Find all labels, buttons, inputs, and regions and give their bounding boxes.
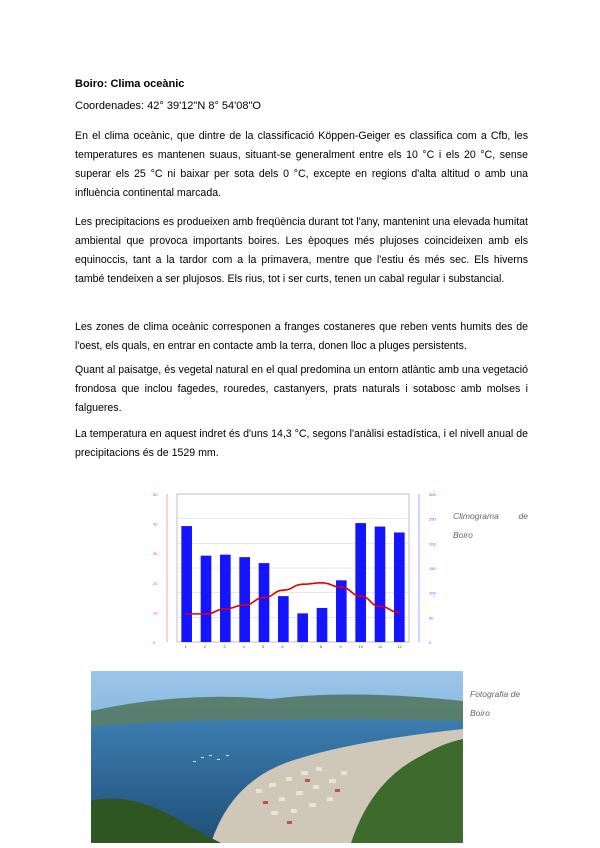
x-tick-label: 7 — [300, 644, 303, 649]
chart-caption-word: Climograma — [453, 511, 499, 521]
boiro-landscape-image — [91, 671, 463, 843]
x-tick-label: 3 — [223, 644, 226, 649]
x-tick-label: 12 — [397, 644, 402, 649]
precipitation-bar — [336, 580, 347, 642]
left-tick-label: 40 — [153, 521, 158, 527]
right-tick-label: 0 — [429, 640, 432, 645]
x-tick-label: 5 — [262, 644, 265, 649]
x-tick-label: 8 — [320, 644, 323, 649]
right-tick-label: 150 — [429, 566, 436, 571]
paragraph-statistics: La temperatura en aquest indret és d'uns 14,3 °C, segons l'anàlisi estadística, i el nivell anual de precipitacions és de 1529 mm. — [75, 428, 528, 459]
temperature-point — [263, 597, 265, 599]
precipitation-bar — [317, 608, 328, 642]
left-tick-label: 0 — [153, 640, 156, 645]
chart-caption — [453, 507, 528, 545]
temperature-point — [224, 608, 226, 610]
coordinates: Coordenades: 42° 39'12"N 8° 54'08"O — [75, 100, 261, 112]
left-tick-label: 10 — [153, 610, 158, 616]
temperature-point — [244, 604, 246, 606]
x-tick-label: 4 — [242, 644, 245, 649]
right-tick-label: 50 — [429, 615, 434, 621]
paragraph-landscape: Quant al paisatge, és vegetal natural en el qual predomina un entorn atlàntic amb una vegetació frondosa que inclou fagedes, rouredes, castanyers, prats naturals i sotabosc amb molses i falgueres. — [75, 364, 528, 414]
right-tick-label: 300 — [429, 492, 436, 497]
temperature-point — [321, 582, 323, 584]
temperature-point — [398, 611, 400, 613]
precipitation-bar — [220, 555, 231, 642]
x-tick-label: 9 — [339, 644, 342, 649]
temperature-point — [282, 589, 284, 591]
precipitation-bar — [259, 563, 270, 642]
boiro-photo — [91, 671, 463, 843]
temperature-point — [379, 605, 381, 607]
right-tick-label: 250 — [429, 516, 436, 522]
photo-caption: Fotografia de Boiro — [470, 689, 521, 718]
left-tick-label: 50 — [153, 492, 158, 497]
precipitation-bar — [278, 596, 289, 642]
precipitation-bar — [181, 526, 192, 642]
precipitation-bar — [375, 527, 386, 642]
climograph-chart — [147, 480, 443, 652]
left-tick-label: 20 — [153, 580, 158, 586]
temperature-point — [360, 595, 362, 597]
precipitation-bar — [394, 532, 405, 642]
temperature-point — [302, 583, 304, 585]
precipitation-bar — [297, 613, 308, 642]
x-tick-label: 11 — [378, 644, 383, 649]
precipitation-bar — [239, 557, 250, 642]
paragraph-coastal-zones: Les zones de clima oceànic corresponen a franges costaneres que reben vents humits des de l'oest, els quals, en entrar en contacte amb la terra, donen lloc a pluges persistents. — [75, 321, 528, 352]
temperature-point — [205, 613, 207, 615]
left-tick-label: 30 — [153, 551, 158, 557]
document-title: Boiro: Clima oceànic — [75, 78, 185, 90]
right-tick-label: 100 — [429, 590, 436, 596]
paragraph-climate: En el clima oceànic, que dintre de la classificació Köppen-Geiger es classifica com a Cfb, les temperatures es mantenen suaus, situant-se generalment entre els 10 °C i els 20 °C, sense superar els 25 °C ni baixar per sota dels 0 °C, excepte en regions d'alta altitud o amb una influència continental marcada. — [75, 130, 528, 199]
chart-caption-word: Boiro — [453, 530, 473, 540]
precipitation-bar — [355, 523, 366, 642]
right-tick-label: 200 — [429, 541, 436, 547]
precipitation-bar — [201, 556, 212, 642]
temperature-point — [186, 613, 188, 615]
x-tick-label: 2 — [204, 644, 207, 649]
x-tick-label: 6 — [281, 644, 284, 649]
x-tick-label: 1 — [184, 644, 187, 649]
temperature-point — [340, 586, 342, 588]
x-tick-label: 10 — [358, 644, 364, 649]
chart-caption-word: de — [518, 511, 528, 521]
paragraph-precipitation: Les precipitacions es produeixen amb freqüència durant tot l'any, mantenint una elevada humitat ambiental que provoca importants boires. Les èpoques més plujoses coincideixen amb els equinoccis, tant a la tardor com a la primavera, mentre que l'estiu és més sec. Els hiverns també tendeixen a ser plujosos. Els rius, tot i ser curts, tenen un cabal regular i substancial. — [75, 216, 528, 285]
